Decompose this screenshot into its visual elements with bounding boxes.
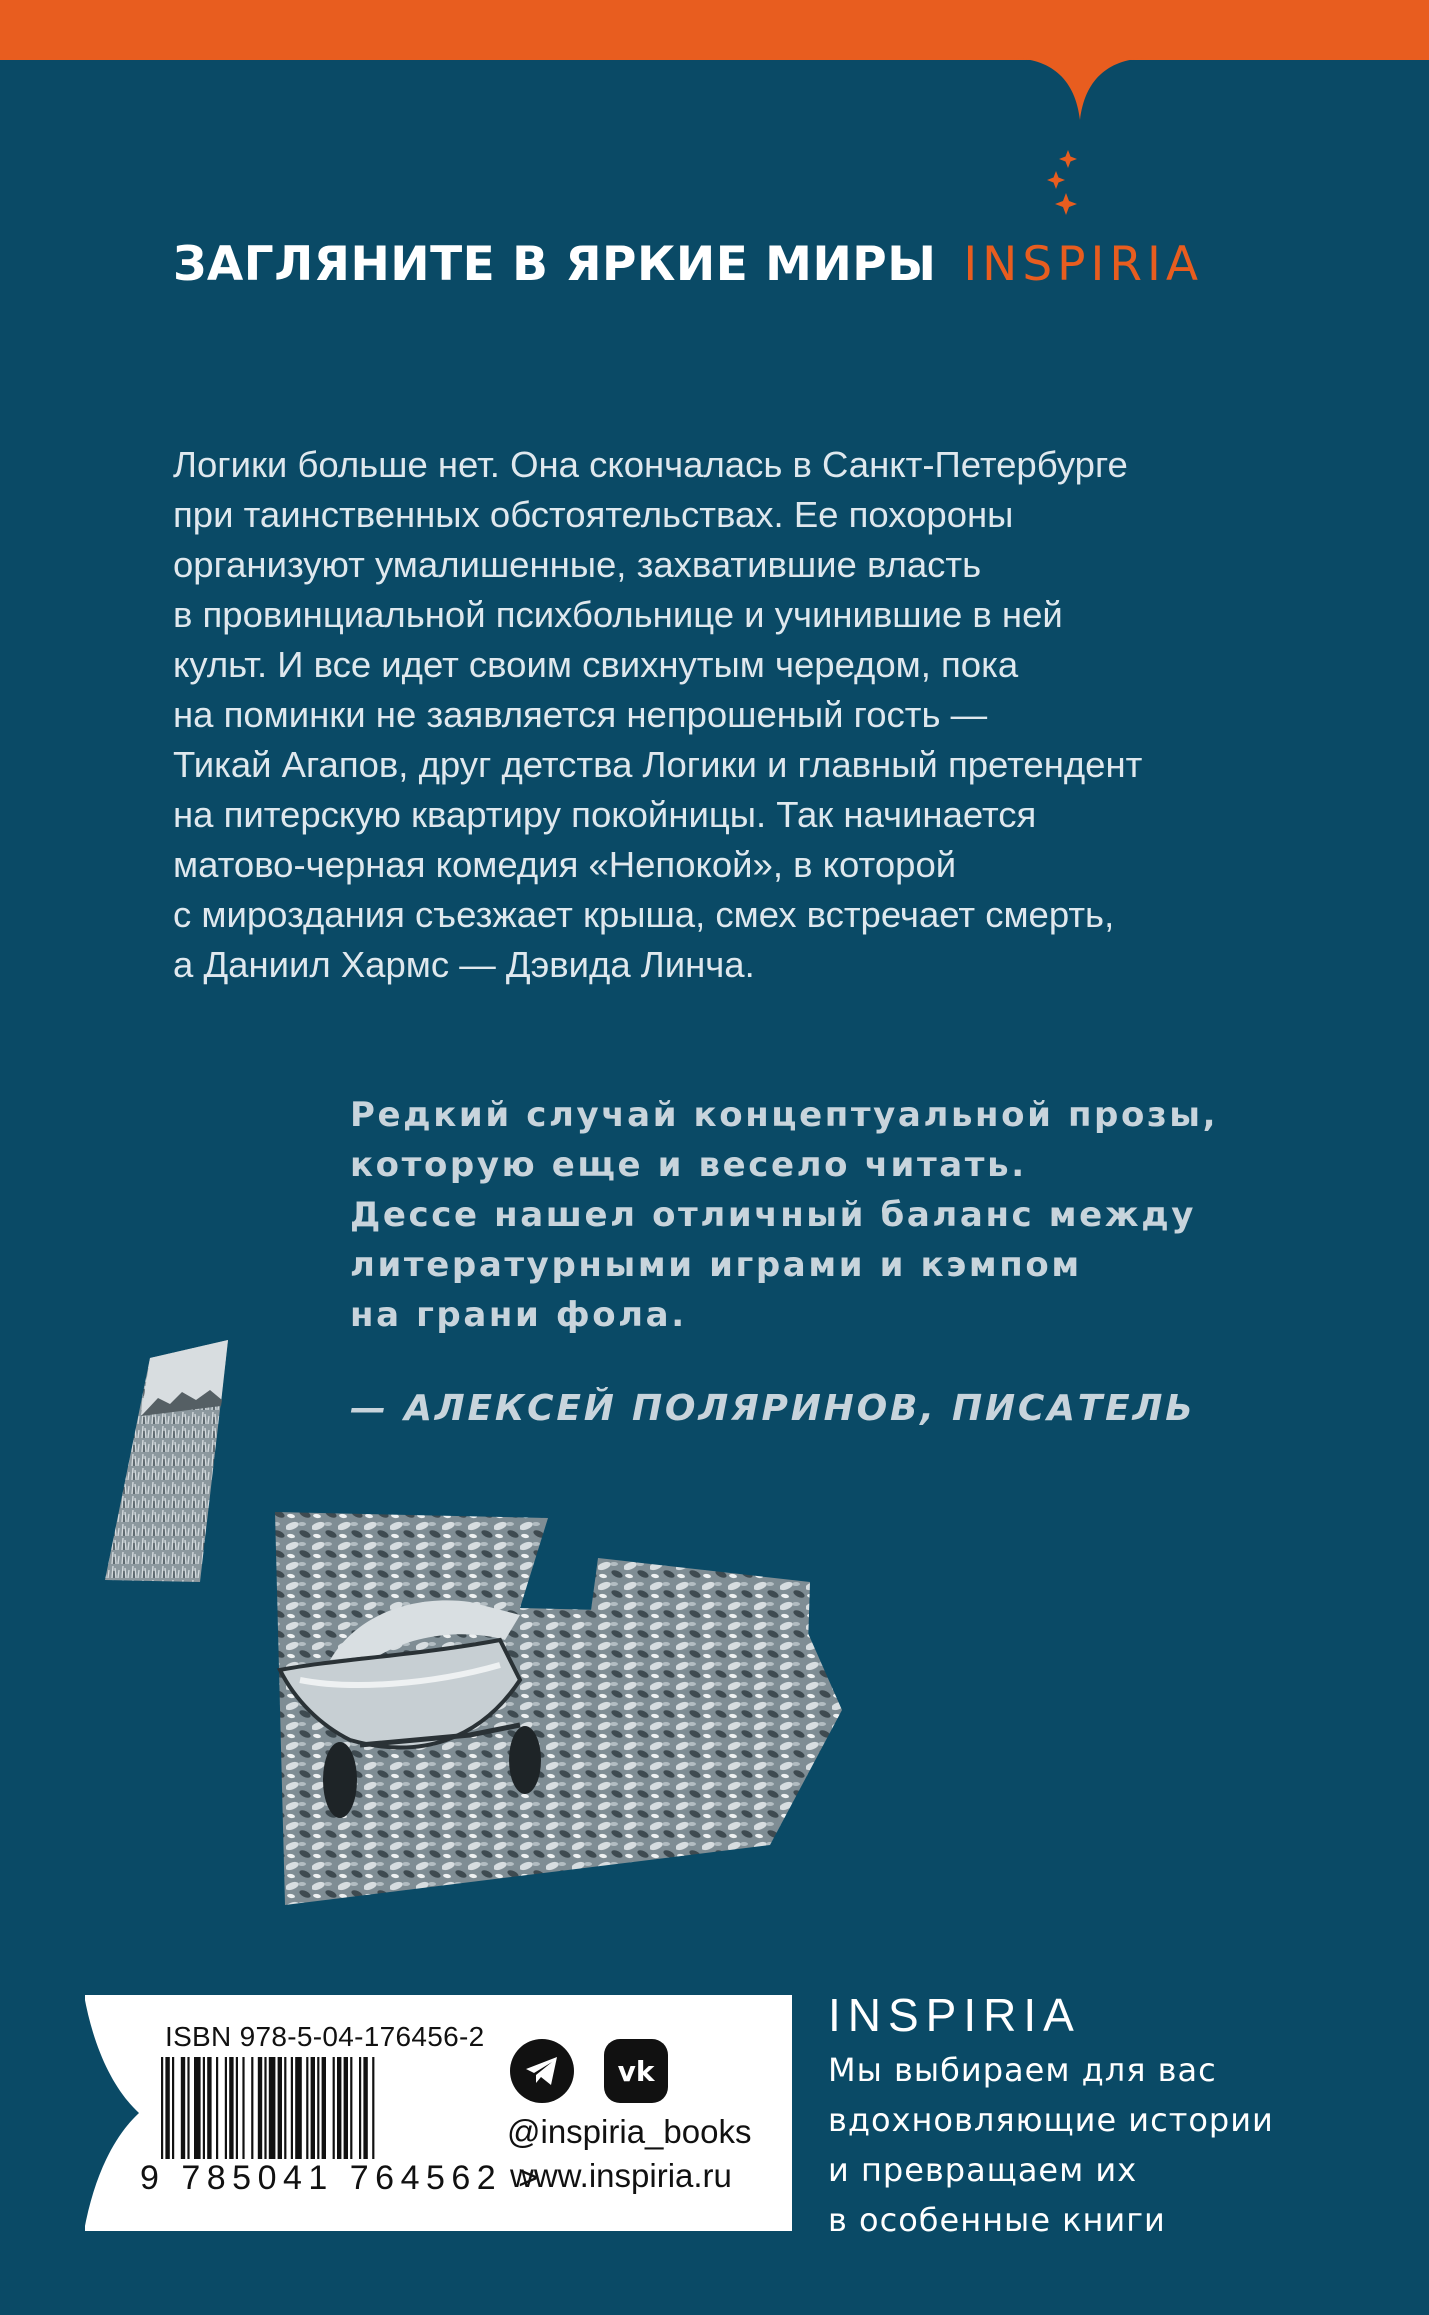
tagline-line: вдохновляющие истории — [828, 2101, 1274, 2139]
barcode-bar — [363, 2057, 367, 2159]
barcode-bar — [284, 2057, 286, 2159]
wheelbarrow-fragment — [275, 1512, 842, 1905]
barcode-bar — [295, 2057, 302, 2159]
vk-icon[interactable] — [604, 2039, 668, 2103]
synopsis-line: при таинственных обстоятельствах. Ее похороны — [173, 494, 1014, 535]
vk-icon-label: vk — [617, 2054, 655, 2088]
barcode-bar — [203, 2057, 205, 2159]
field-fragment — [105, 1340, 228, 1582]
synopsis-line: с мироздания съезжает крыша, смех встречает смерть, — [173, 894, 1115, 935]
barcode-bar — [333, 2057, 335, 2159]
barcode-panel — [85, 1995, 792, 2231]
headline-text: ЗАГЛЯНИТЕ В ЯРКИЕ МИРЫ — [173, 237, 937, 292]
synopsis-line: в провинциальной психбольнице и учинившие в ней — [173, 594, 1063, 635]
barcode-bar — [317, 2057, 319, 2159]
headline-brand: INSPIRIA — [963, 237, 1204, 292]
top-accent-notch — [0, 0, 1429, 130]
website-link[interactable]: www.inspiria.ru — [510, 2157, 732, 2194]
barcode-bar — [372, 2057, 374, 2159]
tagline-line: в особенные книги — [828, 2201, 1166, 2239]
publisher-logo: INSPIRIA — [828, 1989, 1081, 2041]
barcode-bar — [264, 2057, 266, 2159]
synopsis-line: организуют умалишенные, захватившие власть — [173, 544, 982, 585]
sparkles-icon — [1040, 150, 1080, 230]
synopsis-line: на поминки не заявляется непрошеный гость — — [173, 694, 988, 735]
quote-line: которую еще и весело читать. — [350, 1145, 1027, 1185]
barcode-bar — [216, 2057, 218, 2159]
quote-line: Редкий случай концептуальной прозы, — [350, 1095, 1219, 1135]
barcode-bar — [258, 2057, 262, 2159]
barcode-bar — [187, 2057, 189, 2159]
tagline-line: Мы выбираем для вас — [828, 2051, 1217, 2089]
barcode-bar — [269, 2057, 276, 2159]
barcode-bar — [236, 2057, 238, 2159]
tagline-line: и превращаем их — [828, 2151, 1138, 2189]
publisher-tagline — [828, 2045, 1274, 2245]
barcode-bar — [278, 2057, 282, 2159]
barcode-bar — [350, 2057, 352, 2159]
barcode-bar — [207, 2057, 211, 2159]
barcode-bar — [337, 2057, 341, 2159]
synopsis-line: а Даниил Хармс — Дэвида Линча. — [173, 944, 755, 985]
barcode-bar — [291, 2057, 293, 2159]
photo-fragments-illustration — [0, 1340, 900, 1920]
synopsis-line: культ. И все идет своим свихнутым чередом, пока — [173, 644, 1019, 685]
synopsis-line: Логики больше нет. Она скончалась в Санкт-Петербурге — [173, 444, 1128, 485]
barcode-bar — [306, 2057, 308, 2159]
barcode-bar — [181, 2057, 185, 2159]
isbn-text: ISBN 978-5-04-176456-2 — [165, 2021, 485, 2052]
barcode-bar — [359, 2057, 361, 2159]
barcode-bar — [194, 2057, 201, 2159]
barcode-digits: 9 785041 764562 > — [140, 2159, 545, 2197]
barcode-bar — [311, 2057, 315, 2159]
barcode-bar — [242, 2057, 244, 2159]
social-handle[interactable]: @inspiria_books — [507, 2113, 752, 2150]
synopsis — [173, 440, 1173, 990]
headline — [173, 237, 1203, 292]
barcode-bar — [229, 2057, 233, 2159]
barcode-bar — [161, 2057, 163, 2159]
review-quote — [350, 1090, 1219, 1340]
quote-author: — АЛЕКСЕЙ ПОЛЯРИНОВ, ПИСАТЕЛЬ — [350, 1388, 1196, 1429]
social-icons — [510, 2039, 668, 2103]
barcode-bar — [165, 2057, 169, 2159]
barcode-bar — [225, 2057, 227, 2159]
synopsis-line: на питерскую квартиру покойницы. Так начинается — [173, 794, 1037, 835]
quote-line: на грани фола. — [350, 1295, 687, 1335]
quote-line: Дессе нашел отличный баланс между — [350, 1195, 1197, 1235]
synopsis-line: Тикай Агапов, друг детства Логики и главный претендент — [173, 744, 1143, 785]
telegram-icon[interactable] — [510, 2039, 574, 2103]
barcode-bar — [322, 2057, 326, 2159]
barcode-panel-notch — [84, 1995, 144, 2231]
barcode-graphic — [161, 2057, 471, 2159]
barcode-bar — [344, 2057, 348, 2159]
synopsis-line: матово-черная комедия «Непокой», в которой — [173, 844, 957, 885]
barcode-bar — [172, 2057, 174, 2159]
barcode-bar — [251, 2057, 253, 2159]
quote-line: литературными играми и кэмпом — [350, 1245, 1082, 1285]
